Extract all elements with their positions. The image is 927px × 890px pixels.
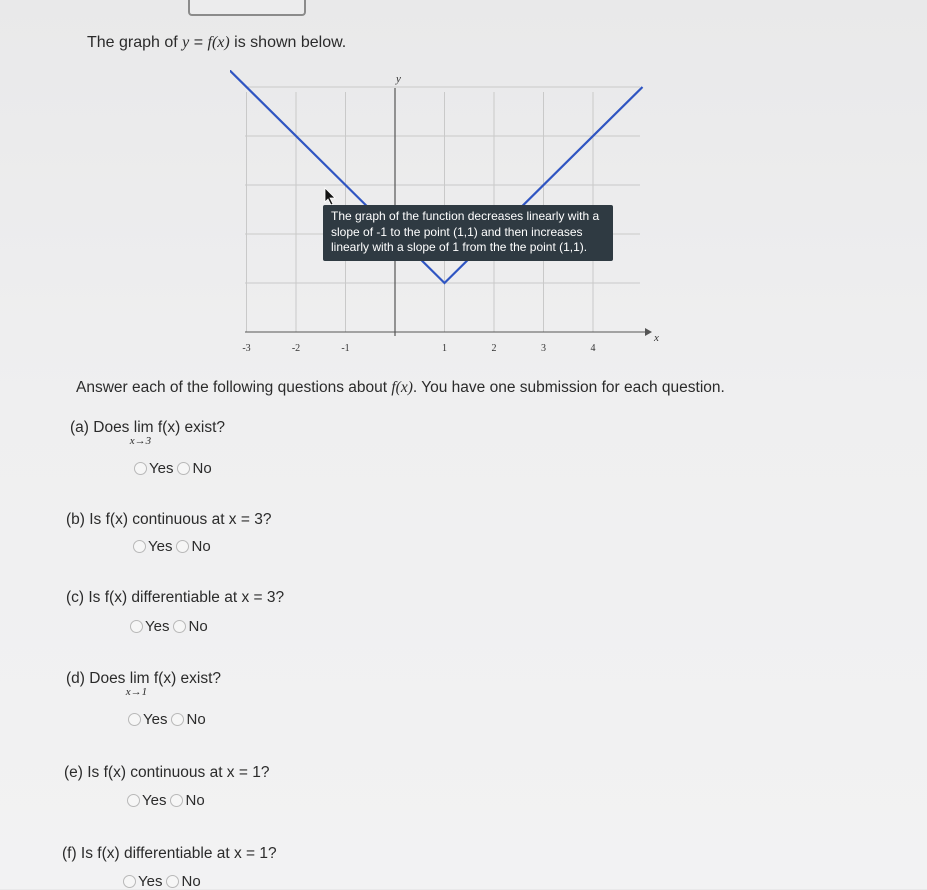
mouse-cursor-icon: [325, 188, 335, 205]
x-tick-label: 3: [541, 343, 546, 354]
radio-button-icon[interactable]: [130, 620, 143, 633]
question-f-options: [123, 873, 201, 890]
y-axis-label: y: [396, 73, 401, 85]
x-tick-label: 4: [590, 343, 596, 354]
x-tick-label: -3: [242, 343, 251, 354]
radio-button-icon[interactable]: [176, 540, 189, 553]
question-c-yes-option[interactable]: Yes: [130, 618, 169, 635]
question-a-no-option[interactable]: No: [177, 460, 211, 477]
question-d-no-option[interactable]: No: [171, 711, 205, 728]
radio-button-icon[interactable]: [177, 462, 190, 475]
graph-intro-text: The graph of y = f(x) is shown below.: [87, 34, 347, 51]
tick-labels: [242, 343, 595, 354]
top-tab-button[interactable]: [188, 0, 306, 16]
question-e: (e) Is f(x) continuous at x = 1?: [64, 764, 270, 781]
x-tick-label: 2: [491, 343, 497, 354]
question-b: (b) Is f(x) continuous at x = 3?: [66, 511, 272, 528]
question-f: (f) Is f(x) differentiable at x = 1?: [62, 845, 277, 862]
question-f-yes-option[interactable]: Yes: [123, 873, 162, 890]
x-tick-label: -2: [291, 343, 301, 354]
question-a: (a) Does lim x→3 f(x) exist?: [70, 419, 226, 447]
radio-button-icon[interactable]: [128, 713, 141, 726]
radio-button-icon[interactable]: [171, 713, 184, 726]
question-f-no-option[interactable]: No: [166, 873, 200, 890]
question-a-yes-option[interactable]: Yes: [134, 460, 173, 477]
x-tick-label: -1: [341, 343, 350, 354]
question-e-no-option[interactable]: No: [170, 792, 204, 809]
question-c-options: [130, 618, 208, 635]
question-b-options: [133, 538, 211, 555]
radio-button-icon[interactable]: [133, 540, 146, 553]
radio-button-icon[interactable]: [123, 875, 136, 888]
question-c-no-option[interactable]: No: [173, 618, 207, 635]
radio-button-icon[interactable]: [173, 620, 186, 633]
question-d: (d) Does lim x→1 f(x) exist?: [66, 670, 222, 698]
question-a-options: [134, 460, 212, 477]
graph-description-tooltip: The graph of the function decreases linearly with a slope of -1 to the point (1,1) and then increases linearly with a slope of 1 from the the point (1,1).: [323, 205, 613, 261]
question-e-yes-option[interactable]: Yes: [127, 792, 166, 809]
question-b-yes-option[interactable]: Yes: [133, 538, 172, 555]
x-axis-arrow-icon: [645, 328, 652, 336]
question-d-yes-option[interactable]: Yes: [128, 711, 167, 728]
x-tick-label: 1: [442, 343, 447, 354]
radio-button-icon[interactable]: [134, 462, 147, 475]
radio-button-icon[interactable]: [170, 794, 183, 807]
question-c: (c) Is f(x) differentiable at x = 3?: [66, 589, 285, 606]
radio-button-icon[interactable]: [166, 875, 179, 888]
radio-button-icon[interactable]: [127, 794, 140, 807]
question-b-no-option[interactable]: No: [176, 538, 210, 555]
question-d-options: [128, 711, 206, 728]
instructions-text: Answer each of the following questions about f(x). You have one submission for each question.: [76, 379, 725, 396]
question-e-options: [127, 792, 205, 809]
x-axis-label: x: [654, 332, 659, 344]
